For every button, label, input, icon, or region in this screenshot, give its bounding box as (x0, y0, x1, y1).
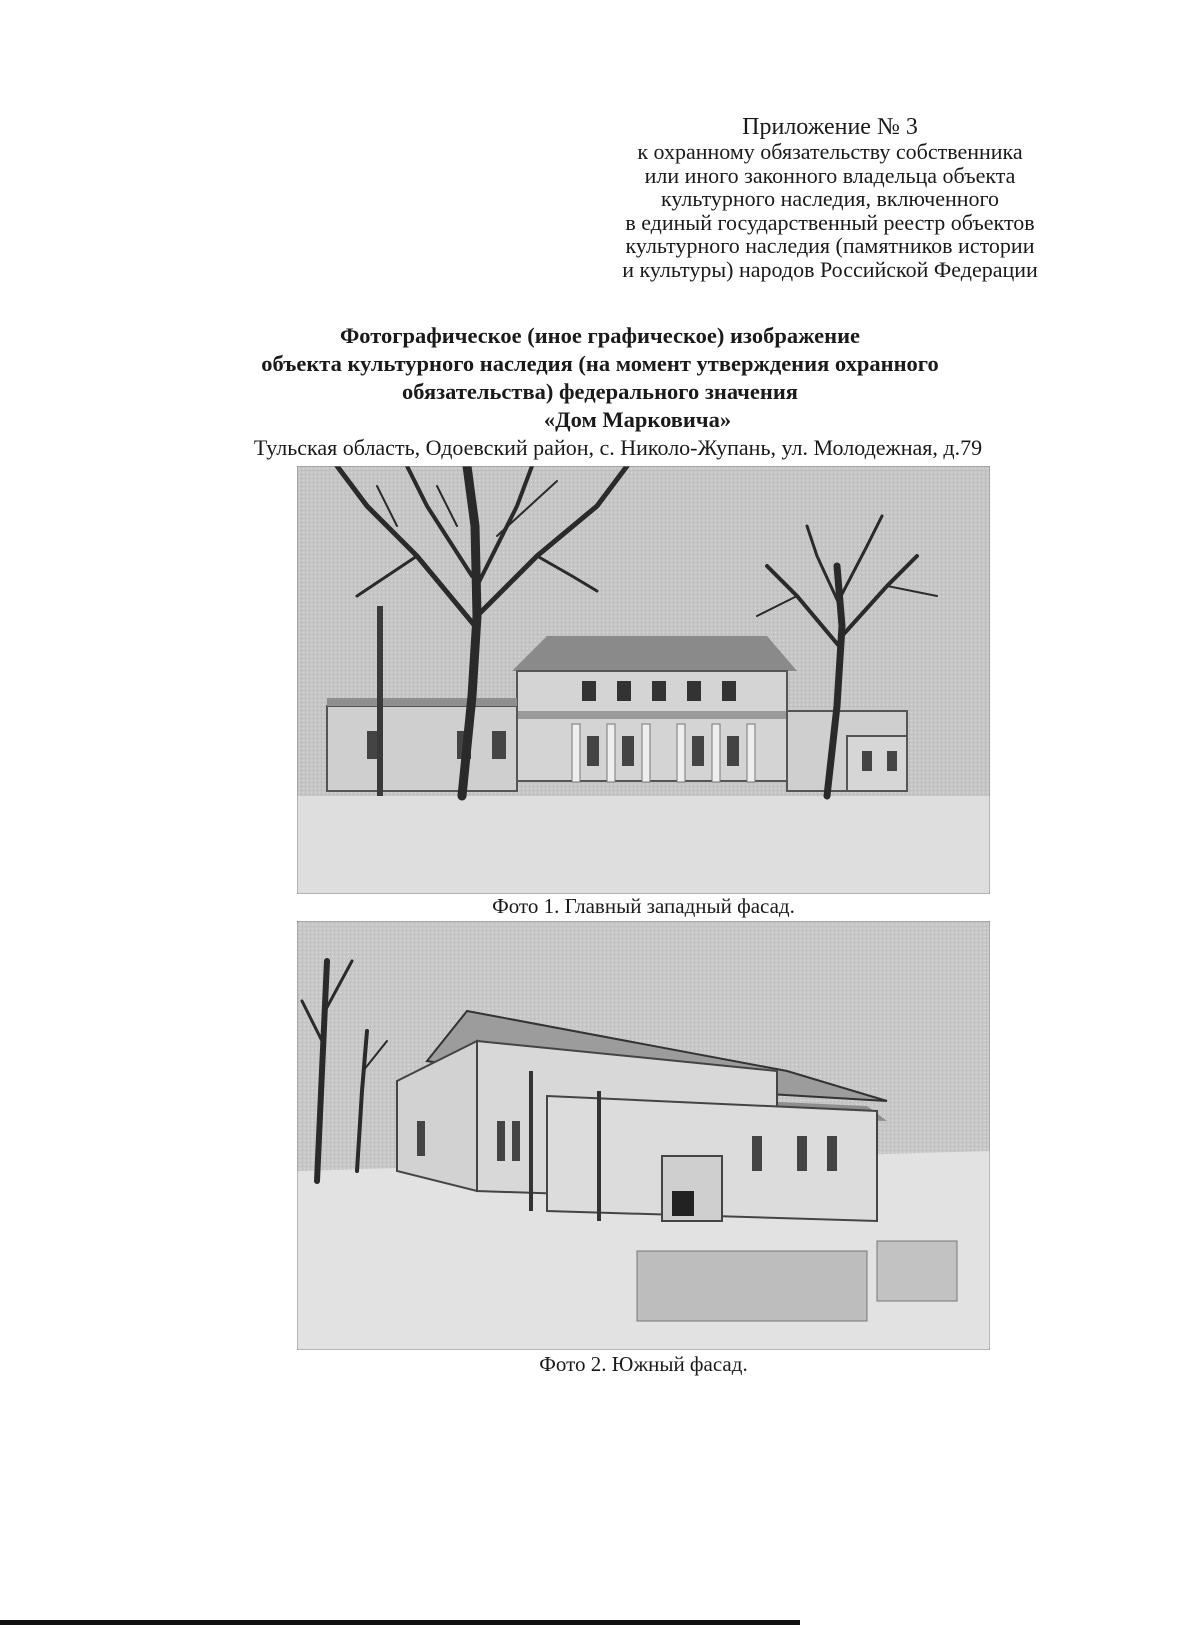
bottom-rule (0, 1620, 800, 1625)
west-facade-image (297, 466, 990, 894)
photo-south-facade (297, 921, 990, 1350)
object-name: «Дом Марковича» (543, 407, 732, 432)
appendix-number: Приложение № 3 (742, 114, 918, 140)
appendix-line: в единый государственный реестр объектов (625, 209, 1035, 235)
document-title (150, 322, 1050, 434)
title-line: Фотографическое (иное графическое) изображение (339, 323, 861, 348)
photo-west-facade (297, 466, 990, 894)
appendix-line: к охранному обязательству собственника (637, 139, 1023, 164)
appendix-header (560, 114, 1100, 281)
appendix-line: или иного законного владельца объекта (644, 162, 1016, 188)
photo-caption-1: Фото 1. Главный западный фасад. (492, 894, 795, 918)
appendix-line: культурного наследия (памятников истории (625, 233, 1035, 258)
title-line: обязательства) федерального значения (402, 379, 798, 404)
south-facade-image (297, 921, 990, 1350)
object-address: Тульская область, Одоевский район, с. Николо-Жупань, ул. Молодежная, д.79 (253, 435, 983, 460)
title-line: объекта культурного наследия (на момент утверждения охранного (261, 351, 939, 376)
appendix-line: и культуры) народов Российской Федерации (622, 256, 1038, 282)
appendix-line: культурного наследия, включенного (660, 186, 999, 211)
photo-caption-2: Фото 2. Южный фасад. (539, 1352, 748, 1376)
